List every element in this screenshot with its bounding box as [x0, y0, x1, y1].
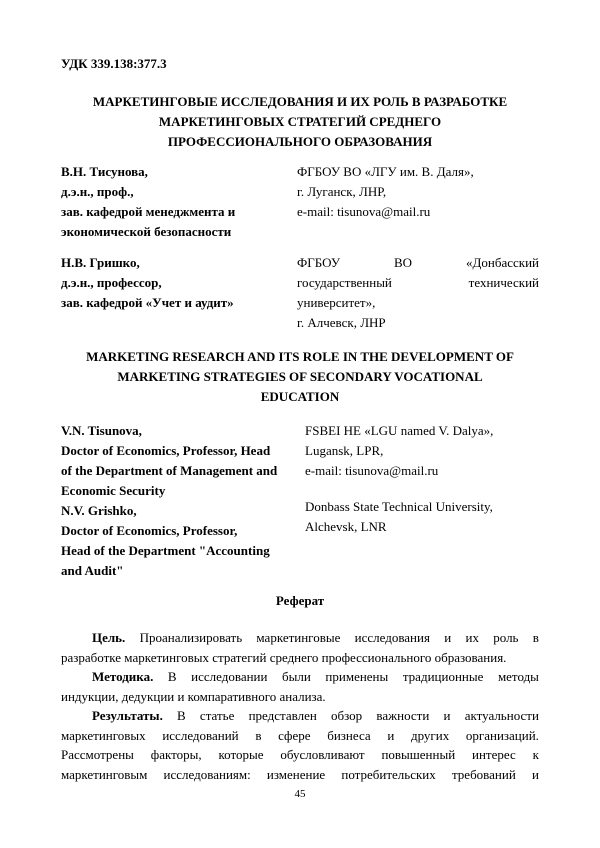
- author-name: Н.В. Гришко,: [61, 255, 140, 270]
- title-english: [50, 347, 550, 407]
- word: важности: [376, 708, 430, 723]
- author-ru-2-affiliation: [297, 253, 539, 333]
- author-position: and Audit": [61, 563, 124, 578]
- method-label: Методика.: [92, 669, 154, 684]
- word: Проанализировать: [139, 630, 243, 645]
- author-en-2-affiliation: [305, 497, 493, 537]
- word: потребительских: [341, 766, 436, 782]
- word: исследованиям:: [163, 766, 251, 782]
- word: технический: [468, 275, 539, 290]
- word: маркетинговых: [61, 727, 146, 743]
- paragraph-line: [61, 726, 539, 746]
- title-ru-line: ПРОФЕССИОНАЛЬНОГО ОБРАЗОВАНИЯ: [167, 134, 433, 149]
- paragraph-line: [61, 667, 539, 687]
- word: и: [531, 766, 539, 782]
- word: ФГБОУ: [297, 255, 341, 270]
- author-name: N.V. Grishko,: [61, 503, 137, 518]
- word: которые: [218, 747, 264, 762]
- paragraph-line: [61, 706, 539, 726]
- word: исследований: [162, 727, 239, 743]
- word: «Донбасский: [466, 255, 539, 270]
- email-line: e-mail: tisunova@mail.ru: [297, 204, 431, 219]
- title-en-line: MARKETING RESEARCH AND ITS ROLE IN THE DEVELOPMENT OF: [86, 349, 514, 364]
- affiliation-line: ФГБОУ ВО «ЛГУ им. В. Даля»,: [297, 164, 474, 179]
- abstract-results-paragraph: [61, 706, 539, 784]
- affiliation-line: университет»,: [297, 295, 376, 310]
- paragraph-line: индукции, дедукции и компаративного анализа.: [61, 688, 326, 704]
- word: и: [443, 708, 451, 723]
- title-en-line: MARKETING STRATEGIES OF SECONDARY VOCATIONAL: [117, 369, 483, 384]
- author-name: V.N. Tisunova,: [61, 423, 142, 438]
- author-en-1-affiliation: [305, 421, 493, 481]
- author-ru-1-affiliation: [297, 162, 539, 222]
- word: статье: [199, 708, 235, 723]
- word: В: [177, 708, 186, 723]
- word: актуальности: [464, 708, 539, 723]
- title-ru-line: МАРКЕТИНГОВЫХ СТРАТЕГИЙ СРЕДНЕГО: [158, 114, 442, 129]
- author-degree: д.э.н., профессор,: [61, 275, 162, 290]
- word: представлен: [248, 708, 317, 723]
- paragraph-line: [61, 765, 539, 785]
- paragraph-line: [61, 745, 539, 765]
- email-line: e-mail: tisunova@mail.ru: [305, 463, 439, 478]
- abstract-method-paragraph: [61, 667, 539, 706]
- author-degree: д.э.н., проф.,: [61, 184, 134, 199]
- affiliation-line: FSBEI HE «LGU named V. Dalya»,: [305, 423, 494, 438]
- word: ВО: [393, 255, 413, 270]
- author-ru-2-info: [61, 253, 234, 313]
- word: обзор: [331, 708, 363, 723]
- author-position: зав. кафедрой «Учет и аудит»: [61, 295, 234, 310]
- word: в: [255, 727, 262, 743]
- author-position: Head of the Department "Accounting: [61, 543, 270, 558]
- author-degree: Doctor of Economics, Professor,: [61, 523, 238, 538]
- word: исследования: [354, 630, 430, 645]
- word: методы: [497, 669, 539, 684]
- word: маркетинговым: [61, 766, 148, 782]
- goal-label: Цель.: [92, 630, 126, 645]
- affiliation-line: [297, 253, 539, 273]
- word: традиционные: [402, 669, 484, 684]
- affiliation-line: Donbass State Technical University,: [305, 499, 493, 514]
- word: исследовании: [191, 669, 268, 684]
- word: Рассмотрены: [61, 747, 134, 762]
- word: интерес: [472, 747, 516, 762]
- affiliation-line: Lugansk, LPR,: [305, 443, 384, 458]
- word: повышенный: [381, 747, 456, 762]
- word: применены: [325, 669, 389, 684]
- paragraph-line: [61, 628, 539, 648]
- author-position: Economic Security: [61, 483, 166, 498]
- word: в: [532, 630, 539, 645]
- word: факторы,: [150, 747, 202, 762]
- author-position: экономической безопасности: [61, 224, 232, 239]
- authors-en-info: [61, 421, 277, 581]
- page-number: 45: [294, 788, 306, 800]
- word: их: [465, 630, 479, 645]
- word: государственный: [297, 275, 392, 290]
- word: других: [410, 727, 450, 743]
- author-name: В.Н. Тисунова,: [61, 164, 148, 179]
- word: В: [167, 669, 177, 684]
- title-russian: [50, 92, 550, 152]
- abstract-heading: Реферат: [275, 593, 325, 608]
- affiliation-line: Alchevsk, LNR: [305, 519, 387, 534]
- word: и: [387, 727, 395, 743]
- word: и: [444, 630, 452, 645]
- word: сфере: [278, 727, 311, 743]
- affiliation-line: г. Алчевск, ЛНР: [297, 315, 386, 330]
- results-label: Результаты.: [92, 708, 163, 723]
- author-position: зав. кафедрой менеджмента и: [61, 204, 236, 219]
- word: обусловливают: [280, 747, 365, 762]
- udk-code: УДК 339.138:377.3: [61, 56, 167, 71]
- word: требований: [451, 766, 516, 782]
- title-en-line: EDUCATION: [260, 389, 340, 404]
- word: изменение: [266, 766, 326, 782]
- word: бизнеса: [327, 727, 371, 743]
- affiliation-line: г. Луганск, ЛНР,: [297, 184, 387, 199]
- affiliation-line: [297, 273, 539, 293]
- paragraph-line: разработке маркетинговых стратегий среднего профессионального образования.: [61, 649, 507, 665]
- author-position: of the Department of Management and: [61, 463, 278, 478]
- word: роль: [493, 630, 519, 645]
- word: к: [532, 747, 539, 762]
- word: были: [282, 669, 311, 684]
- author-degree: Doctor of Economics, Professor, Head: [61, 443, 271, 458]
- author-ru-1-info: [61, 162, 235, 242]
- abstract-goal-paragraph: [61, 628, 539, 667]
- title-ru-line: МАРКЕТИНГОВЫЕ ИССЛЕДОВАНИЯ И ИХ РОЛЬ В РАЗРАБОТКЕ: [92, 94, 508, 109]
- word: организаций.: [465, 727, 539, 743]
- word: маркетинговые: [256, 630, 341, 645]
